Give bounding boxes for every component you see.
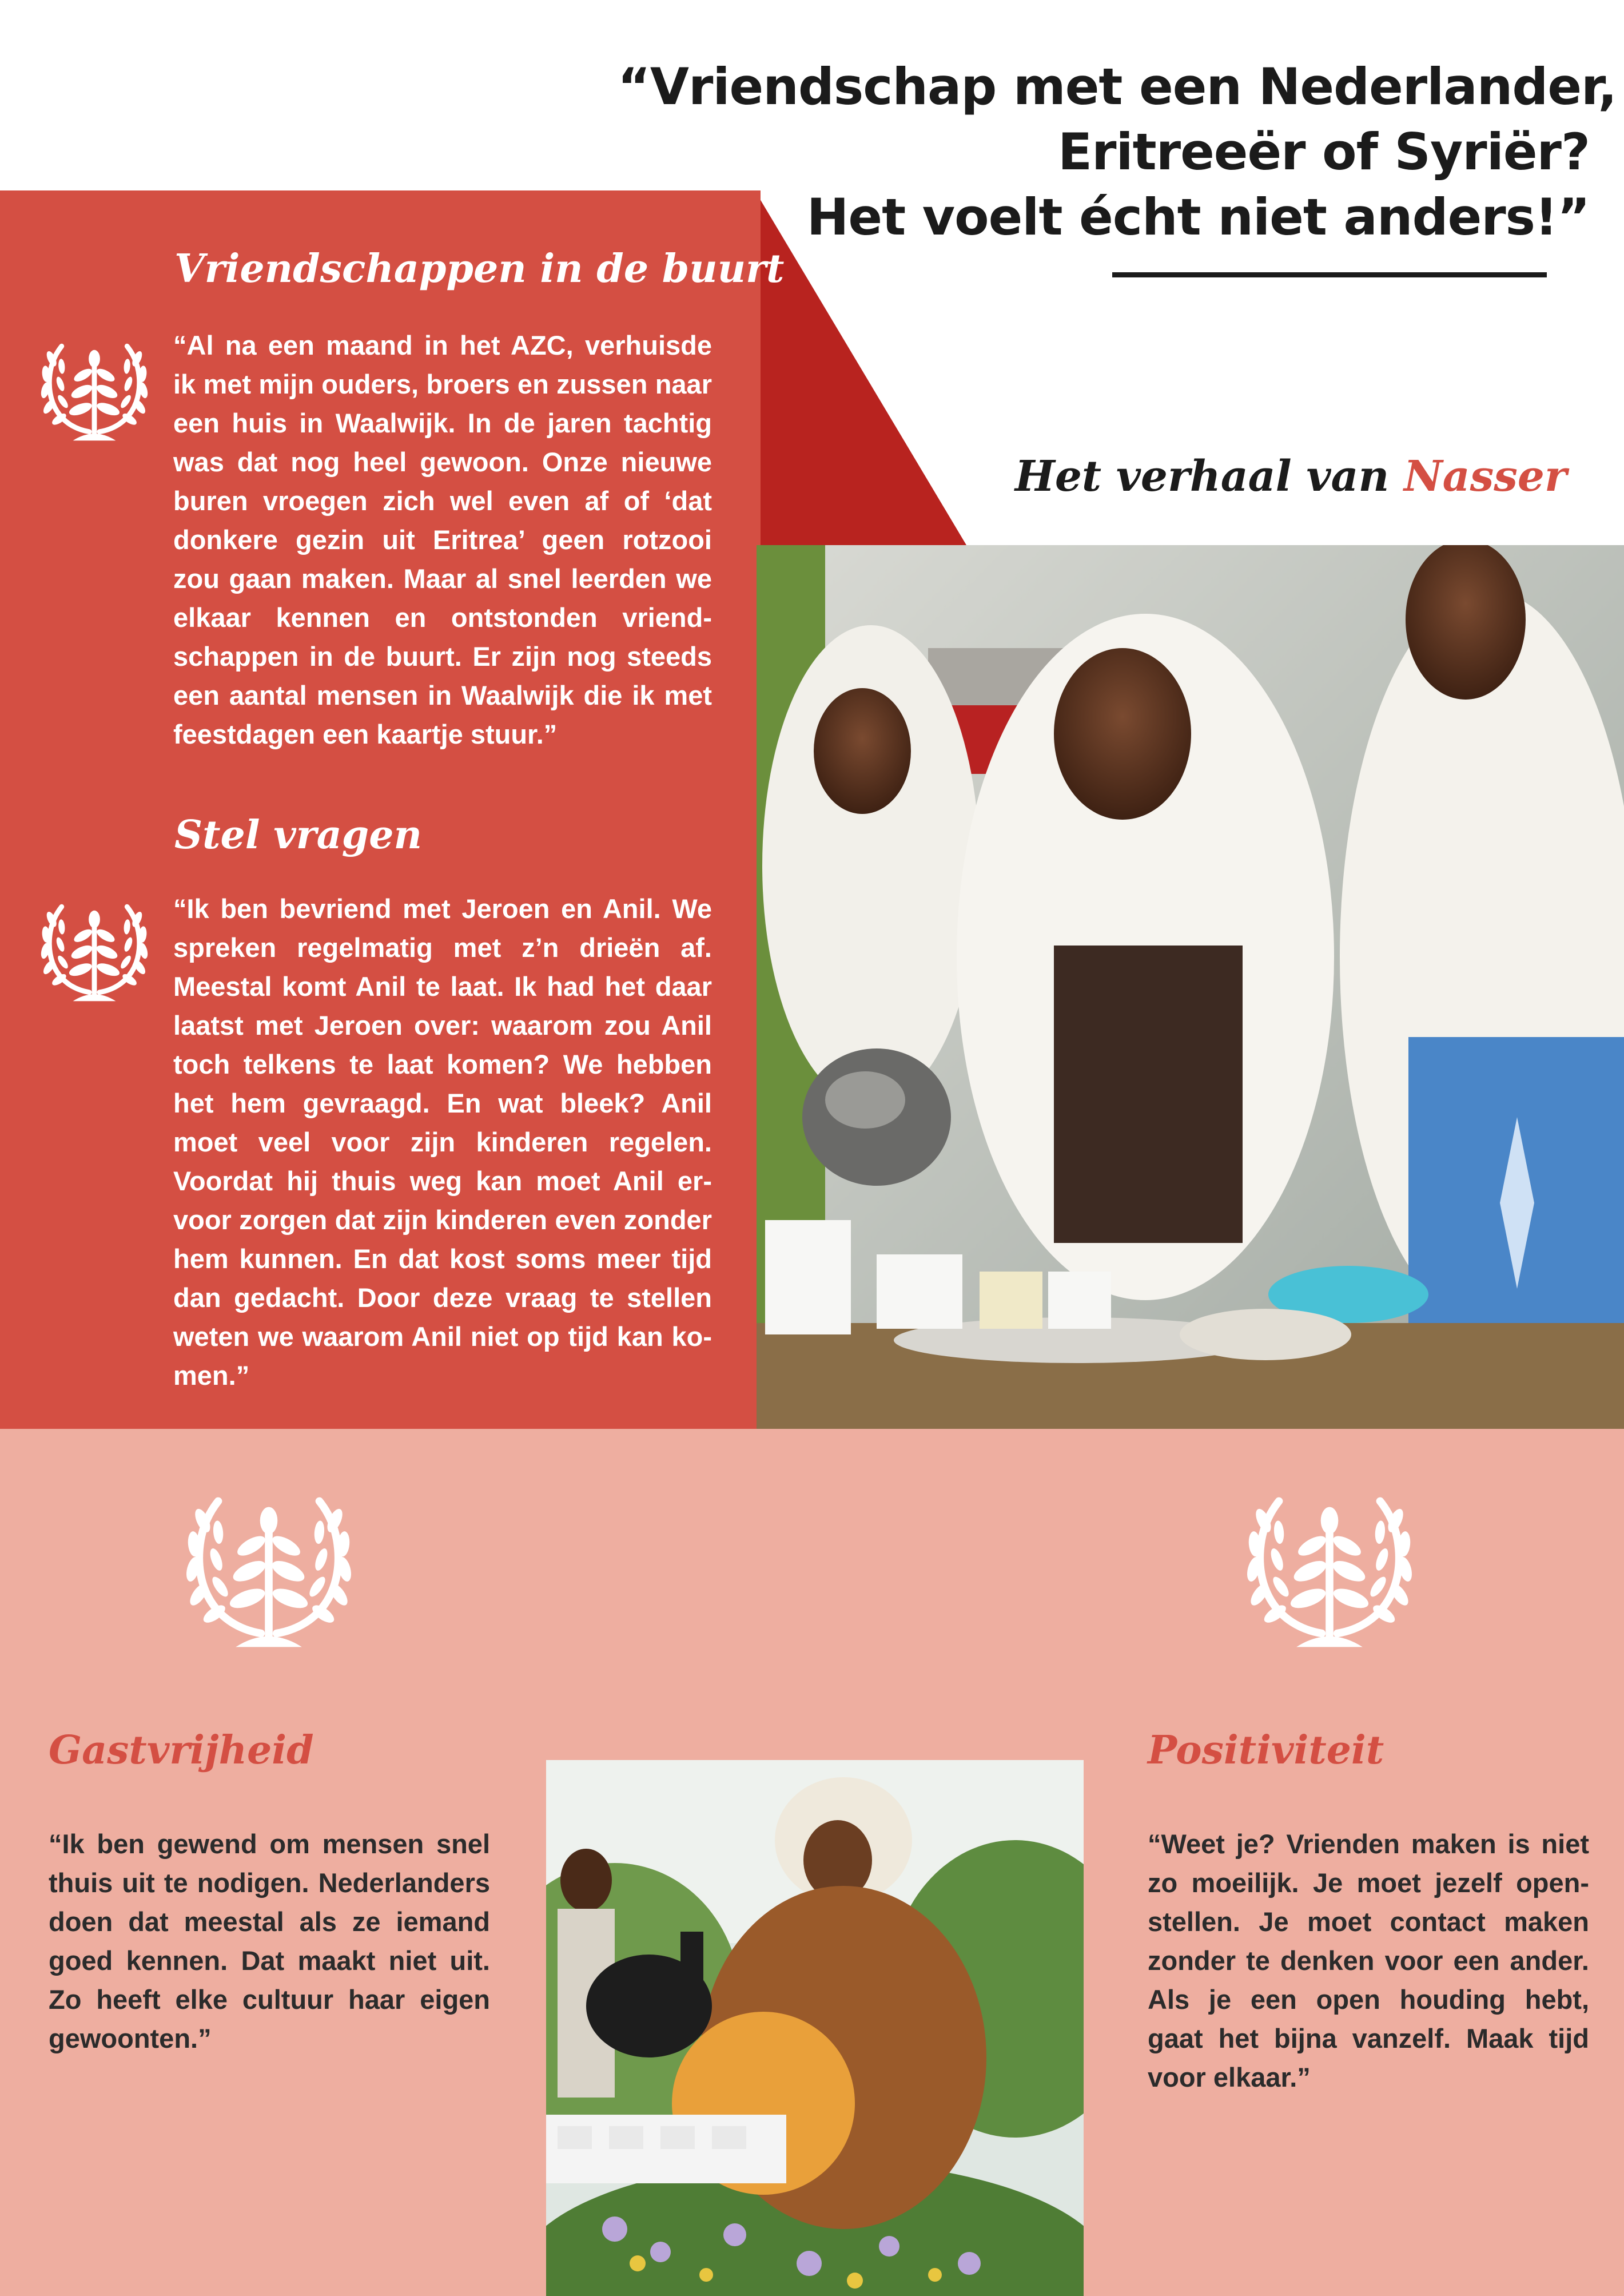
headline-line-1: “Vriendschap met een Nederlander, [618, 57, 1617, 116]
headline-quote [618, 54, 1617, 250]
olive-wreath-icon [31, 887, 157, 1012]
positivity-text: “Weet je? Vrienden maken is niet zo moeilijk. Je moet jezelf openstellen. Je moet contact maken zonder te denken voor een ander. Als je een open houding hebt, gaat het bijna vanzelf. Maak tijd voor elkaar.” [1148, 1829, 1589, 2092]
questions-heading: Stel vragen [174, 812, 422, 858]
story-title-prefix: Het verhaal van [1014, 452, 1404, 501]
hospitality-text: “Ik ben gewend om mensen snel thuis uit te nodigen. Nederlanders doen dat meestal als ze iemand goed kennen. Dat maakt niet uit. Zo heeft elke cultuur haar eigen gewoonten.” [49, 1829, 490, 2053]
story-title [1015, 452, 1567, 501]
hospitality-heading: Gastvrijheid [49, 1727, 314, 1773]
friendships-heading: Vriendschappen in de buurt [174, 246, 785, 292]
headline-line-2: Eritreeër of Syriër? [1057, 122, 1590, 181]
headline-line-3: Het voelt écht niet anders!” [806, 188, 1590, 247]
pouring-coffee-photo [546, 1760, 1084, 2296]
questions-text: “Ik ben bevriend met Jeroen en Anil. We spreken regelmatig met z’n drieën af. Meestal komt Anil te laat. Ik had het daar laatst met Jeroen over: waarom zou Anil toch telkens te laat komen? We hebben het hem gevraagd. En wat bleek? Anil moet veel voor zijn kinderen regelen. Voordat hij thuis weg kan moet Anil ervoor zorgen dat zijn kinderen even zonder hem kunnen. En dat kost soms meer tijd dan gedacht. Door deze vraag te stellen weten we waarom Anil niet op tijd kan komen.” [173, 893, 712, 1391]
coffee-ceremony-photo [757, 545, 1624, 1429]
olive-wreath-icon [1224, 1470, 1435, 1665]
olive-wreath-icon [31, 326, 157, 452]
olive-wreath-icon [163, 1470, 375, 1665]
headline-underline [1112, 272, 1547, 277]
friendships-text: “Al na een maand in het AZC, verhuisde ik met mijn ouders, broers en zussen naar een huis in Waalwijk. In de jaren tachtig was dat nog heel gewoon. Onze nieuwe buren vroegen zich wel even af of ‘dat donkere gezin uit Eritrea’ geen rotzooi zou gaan maken. Maar al snel leerden we elkaar kennen en ontstonden vriendschappen in de buurt. Er zijn nog steeds een aantal mensen in Waalwijk die ik met feestdagen een kaartje stuur.” [173, 330, 712, 749]
positivity-heading: Positiviteit [1148, 1727, 1384, 1773]
story-title-name: Nasser [1404, 452, 1567, 501]
